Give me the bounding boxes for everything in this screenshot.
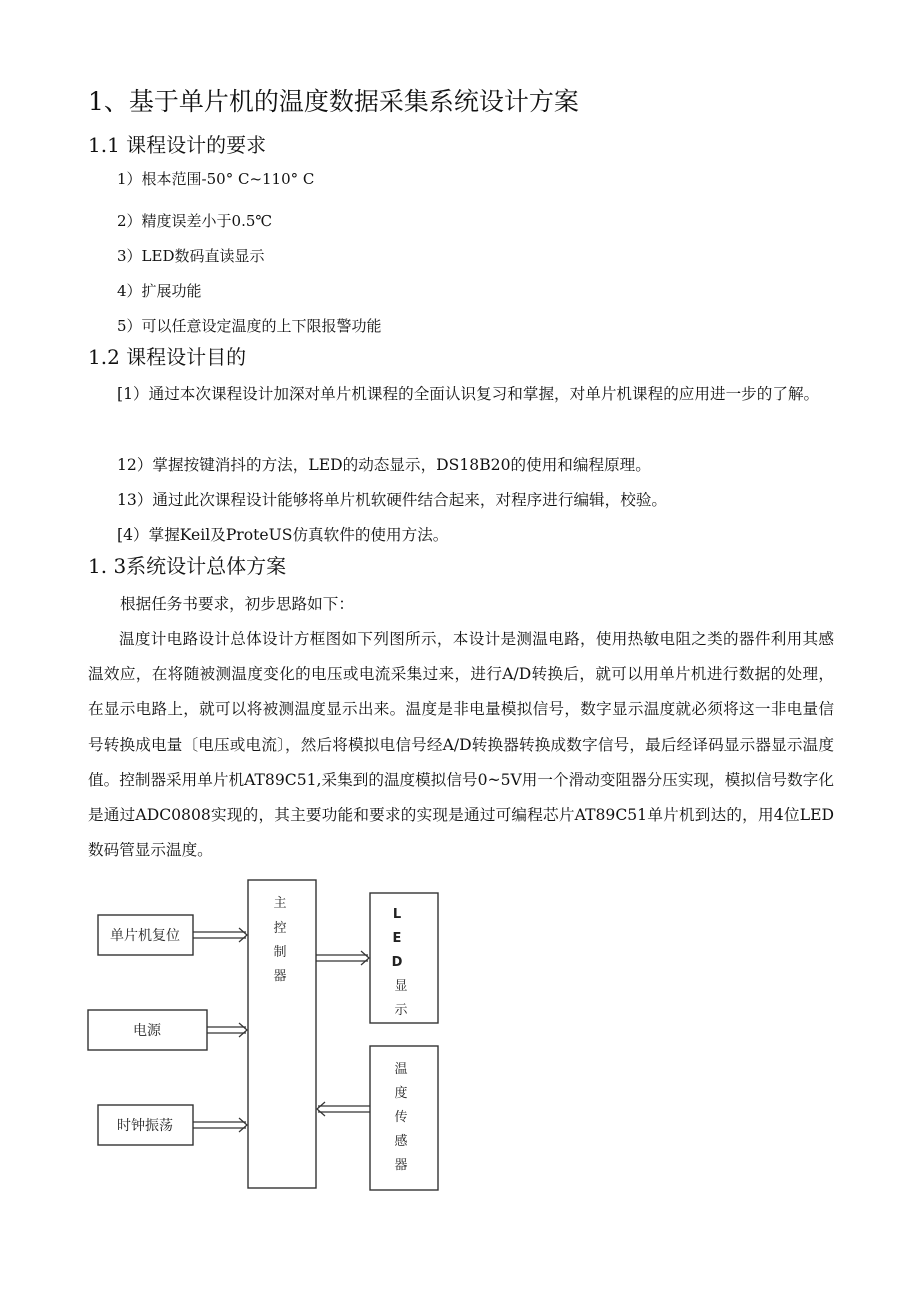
power-label: 电源 [133, 1023, 161, 1039]
main-controller-char: 制 [273, 945, 287, 960]
main-controller-char: 器 [273, 969, 287, 984]
section-heading-overall-plan: 1. 3系统设计总体方案 [88, 554, 287, 578]
purpose-item: [1）通过本次课程设计加深对单片机课程的全面认识复习和掌握，对单片机课程的应用进一步的了解。 [117, 385, 820, 403]
temp-sensor-char: 温 [394, 1062, 408, 1077]
requirement-item: 5）可以任意设定温度的上下限报警功能 [117, 317, 382, 335]
power-box [88, 1010, 207, 1050]
led-display-char: L [392, 907, 402, 922]
section-heading-requirements: 1.1 课程设计的要求 [88, 133, 267, 157]
led-display-char: 显 [394, 979, 408, 994]
temp-sensor-char: 感 [394, 1134, 408, 1149]
arrow-clock-to-controller [193, 1122, 246, 1128]
plan-intro: 根据任务书要求，初步思路如下： [120, 595, 354, 613]
purpose-item: [4）掌握Keil及ProteUS仿真软件的使用方法。 [117, 526, 449, 544]
mcu-reset-label: 单片机复位 [110, 928, 180, 944]
temp-sensor-char: 器 [394, 1158, 408, 1173]
led-display-box [370, 893, 438, 1023]
temp-sensor-char: 度 [394, 1086, 408, 1101]
requirement-item: 2）精度误差小于0.5℃ [117, 212, 273, 230]
purpose-item: 12）掌握按键消抖的方法，LED的动态显示，DS18B20的使用和编程原理。 [117, 456, 651, 474]
purpose-item: 13）通过此次课程设计能够将单片机软硬件结合起来，对程序进行编辑，校验。 [117, 491, 668, 509]
section-heading-purpose: 1.2 课程设计目的 [88, 345, 247, 369]
arrow-sensor-to-controller [318, 1106, 370, 1112]
main-controller-char: 主 [273, 896, 287, 911]
requirement-item: 4）扩展功能 [117, 282, 202, 300]
requirement-item: 1）根本范围-50° C~110° C [117, 170, 315, 188]
page-title: 1、基于单片机的温度数据采集系统设计方案 [88, 87, 579, 116]
arrow-controller-to-led [316, 955, 368, 961]
requirement-item: 3）LED数码直读显示 [117, 247, 265, 265]
temp-sensor-box [370, 1046, 438, 1190]
main-controller-char: 控 [273, 921, 287, 936]
arrow-power-to-controller [207, 1027, 246, 1033]
led-display-char: E [392, 931, 402, 946]
temp-sensor-char: 传 [394, 1110, 408, 1125]
mcu-reset-box [98, 915, 193, 955]
arrow-reset-to-controller [193, 932, 246, 938]
clock-label: 时钟振荡 [117, 1118, 173, 1134]
clock-box [98, 1105, 193, 1145]
plan-body: 温度计电路设计总体设计方框图如下列图所示，本设计是测温电路，使用热敏电阻之类的器件利用其感温效应，在将随被测温度变化的电压或电流采集过来，进行A/D转换后，就可以用单片机进行数据的处理，在显示电路上，就可以将被测温度显示出来。温度是非电量模拟信号，数字显示温度就必须将这一非电量信号转换成电量〔电压或电流〕，然后将模拟电信号经A/D转换器转换成数字信号，最后经译码显示器显示温度值。控制器采用单片机AT89C51,采集到的温度模拟信号0~5V用一个滑动变阻器分压实现，模拟信号数字化是通过ADC0808实现的，其主要功能和要求的实现是通过可编程芯片AT89C51单片机到达的，用4位LED数码管显示温度。 [88, 630, 834, 860]
led-display-char: D [391, 955, 403, 970]
led-display-char: 示 [394, 1003, 408, 1018]
main-controller-box [248, 880, 316, 1188]
